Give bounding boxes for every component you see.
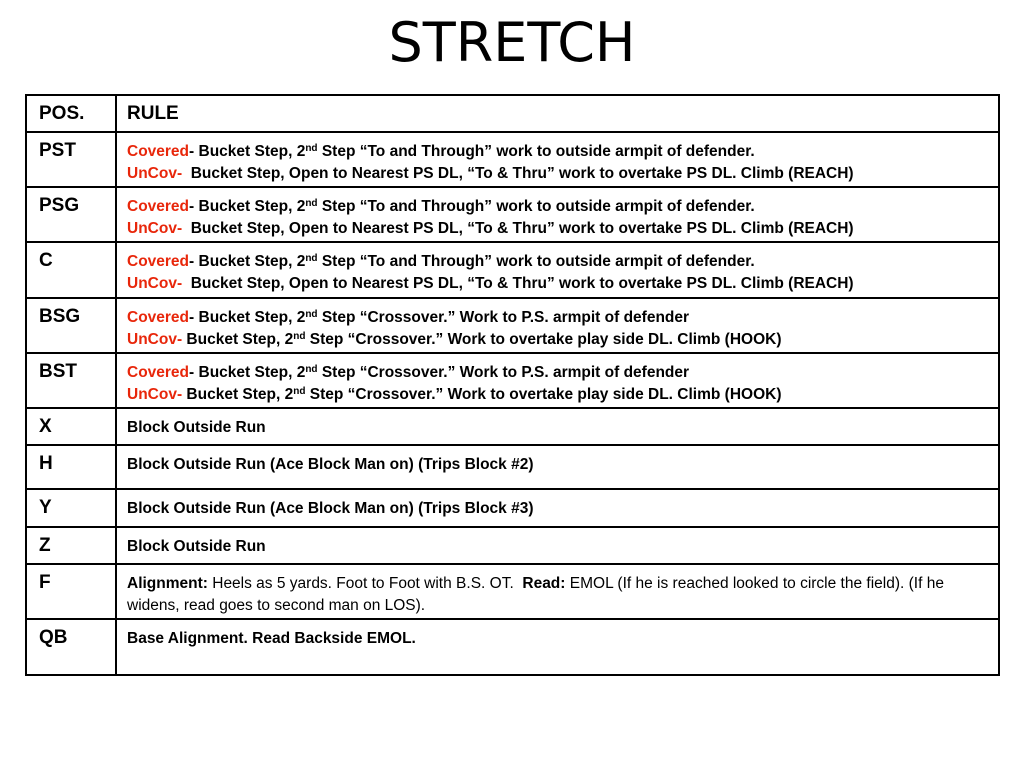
uncov-line: UnCov- Bucket Step, 2nd Step “Crossover.” Work to overtake play side DL. Climb (HOOK) [127,331,782,348]
covered-line: Covered- Bucket Step, 2nd Step “To and Through” work to outside armpit of defender. [127,143,755,160]
uncov-label: UnCov- [127,220,183,237]
block-tag: (HOOK) [724,386,782,403]
header-rule: RULE [116,95,999,132]
block-tag: (REACH) [788,165,854,182]
rule-text: Block Outside Run [116,408,999,445]
covered-label: Covered [127,143,190,160]
covered-line: Covered- Bucket Step, 2nd Step “Crossover.” Work to P.S. armpit of defender [127,364,690,381]
rule-text: Block Outside Run (Ace Block Man on) (Trips Block #3) [116,489,999,527]
block-tag: (HOOK) [724,331,782,348]
covered-line: Covered- Bucket Step, 2nd Step “To and Through” work to outside armpit of defender. [127,253,755,270]
rule-text [116,298,999,353]
table-row [26,408,999,445]
table-row [26,489,999,527]
alignment-label: Alignment: [127,575,208,592]
table-row [26,445,999,489]
rule-text [116,353,999,408]
covered-label: Covered [127,364,190,381]
pos-label: F [26,564,116,619]
rule-text: Block Outside Run [116,527,999,564]
pos-label: H [26,445,116,489]
rule-text [116,187,999,242]
pos-label: PSG [26,187,116,242]
covered-line: Covered- Bucket Step, 2nd Step “Crossover.” Work to P.S. armpit of defender [127,309,690,326]
rule-text [116,564,999,619]
rule-text [116,132,999,187]
table-header-row [26,95,999,132]
covered-label: Covered [127,198,190,215]
uncov-label: UnCov- [127,275,183,292]
table-row [26,353,999,408]
pos-label: BST [26,353,116,408]
pos-label: Y [26,489,116,527]
alignment-text: Alignment: Heels as 5 yards. Foot to Foot with B.S. OT. Read: EMOL (If he is reached looked to circle the field). (If he widens, read goes to second man on LOS). [127,575,944,614]
rule-text: Base Alignment. Read Backside EMOL. [116,619,999,675]
header-pos: POS. [26,95,116,132]
table-row [26,298,999,353]
rule-text [116,242,999,298]
table-row [26,564,999,619]
uncov-label: UnCov- [127,386,183,403]
pos-label: QB [26,619,116,675]
pos-label: X [26,408,116,445]
block-tag: (REACH) [788,220,854,237]
table-row [26,527,999,564]
pos-label: PST [26,132,116,187]
block-tag: (REACH) [788,275,854,292]
table-row [26,187,999,242]
uncov-label: UnCov- [127,331,183,348]
uncov-line: UnCov- Bucket Step, Open to Nearest PS DL, “To & Thru” work to overtake PS DL. Climb (REACH) [127,165,854,182]
uncov-line: UnCov- Bucket Step, 2nd Step “Crossover.” Work to overtake play side DL. Climb (HOOK) [127,386,782,403]
covered-label: Covered [127,309,190,326]
table-row [26,132,999,187]
uncov-label: UnCov- [127,165,183,182]
covered-label: Covered [127,253,190,270]
read-label: Read: [522,575,566,592]
pos-label: BSG [26,298,116,353]
pos-label: Z [26,527,116,564]
covered-line: Covered- Bucket Step, 2nd Step “To and Through” work to outside armpit of defender. [127,198,755,215]
slide-title: STRETCH [388,11,636,74]
rule-text: Block Outside Run (Ace Block Man on) (Trips Block #2) [116,445,999,489]
rules-table [25,94,1000,676]
table-row [26,619,999,675]
pos-label: C [26,242,116,298]
table-row [26,242,999,298]
uncov-line: UnCov- Bucket Step, Open to Nearest PS DL, “To & Thru” work to overtake PS DL. Climb (REACH) [127,220,854,237]
uncov-line: UnCov- Bucket Step, Open to Nearest PS DL, “To & Thru” work to overtake PS DL. Climb (REACH) [127,275,854,292]
